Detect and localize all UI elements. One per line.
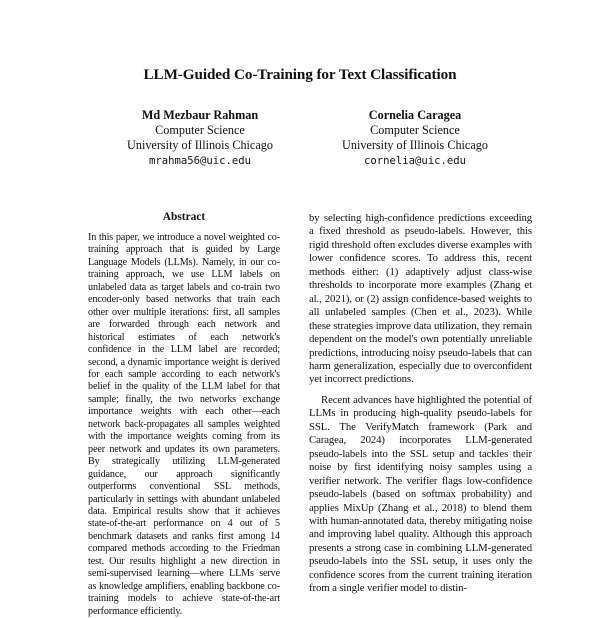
author-name: Cornelia Caragea [368, 108, 462, 122]
intro-column [309, 212, 532, 596]
paper-title: LLM-Guided Co-Training for Text Classification [143, 66, 457, 83]
author-institution: University of Illinois Chicago [342, 138, 488, 153]
author-department: Computer Science [370, 123, 460, 138]
abstract-body: In this paper, we introduce a novel weighted co-training approach that is guided by Large Language Models (LLMs). Namely, in our co-training approach, we use LLM labels on unlabeled data as target labels and co-train two encoder-only based networks that train each other over multiple iterations: first, all samples are forwarded through each network and historical estimates of each network's confidence in the LLM label are recorded; second, a dynamic importance weight is derived for each sample according to each network's belief in the quality of the LLM label for that sample; finally, the two networks exchange importance weights with each other—each network back-propagates all samples weighted with the importance weights coming from its peer network and updates its own parameters. By strategically utilizing LLM-generated guidance, our approach significantly outperforms conventional SSL methods, particularly in settings with abundant unlabeled data. Empirical results show that it achieves state-of-the-art performance on 4 out of 5 benchmark datasets and ranks first among 14 compared methods according to the Friedman test. Our results highlight a new direction in semi-supervised learning—where LLMs serve as knowledge amplifiers, enabling backbone co-training models to achieve state-of-the-art performance efficiently. [88, 232, 280, 617]
author-block-1 [80, 108, 320, 169]
intro-paragraph-1: by selecting high-confidence predictions exceeding a fixed threshold as pseudo-labels. However, this rigid threshold often excludes diverse examples with lower confidence scores. To address this, recent methods either: (1) adaptively adjust class-wise thresholds to incorporate more examples (Zhang et al., 2021), or (2) assign confidence-based weights to all unlabeled samples (Chen et al., 2023). While these strategies improve data utilization, they remain dependent on the model's own potentially unreliable predictions, introducing noisy pseudo-labels that can harm generalization, especially due to overconfident yet incorrect predictions. [309, 212, 532, 386]
author-name: Md Mezbaur Rahman [141, 108, 259, 122]
author-department: Computer Science [155, 123, 245, 138]
author-email[interactable]: mrahma56@uic.edu [148, 154, 252, 167]
author-institution: University of Illinois Chicago [127, 138, 273, 153]
abstract-heading: Abstract [162, 211, 206, 223]
author-email[interactable]: cornelia@uic.edu [363, 154, 467, 167]
author-block-2 [295, 108, 535, 169]
intro-paragraph-2: Recent advances have highlighted the potential of LLMs in producing high-quality pseudo-labels for SSL. The VerifyMatch framework (Park and Caragea, 2024) incorporates LLM-generated pseudo-labels into the SSL setup and tackles their noise by first identifying noisy samples using a verifier network. The verifier flags low-confidence pseudo-labels (based on softmax probability) and applies MixUp (Zhang et al., 2018) to blend them with human-annotated data, thereby mitigating noise and improving label quality. Although this approach presents a strong case in combining LLM-generated pseudo-labels into the SSL setup, it uses only the confidence scores from the current training iteration from a single verifier model to distin- [309, 393, 532, 595]
